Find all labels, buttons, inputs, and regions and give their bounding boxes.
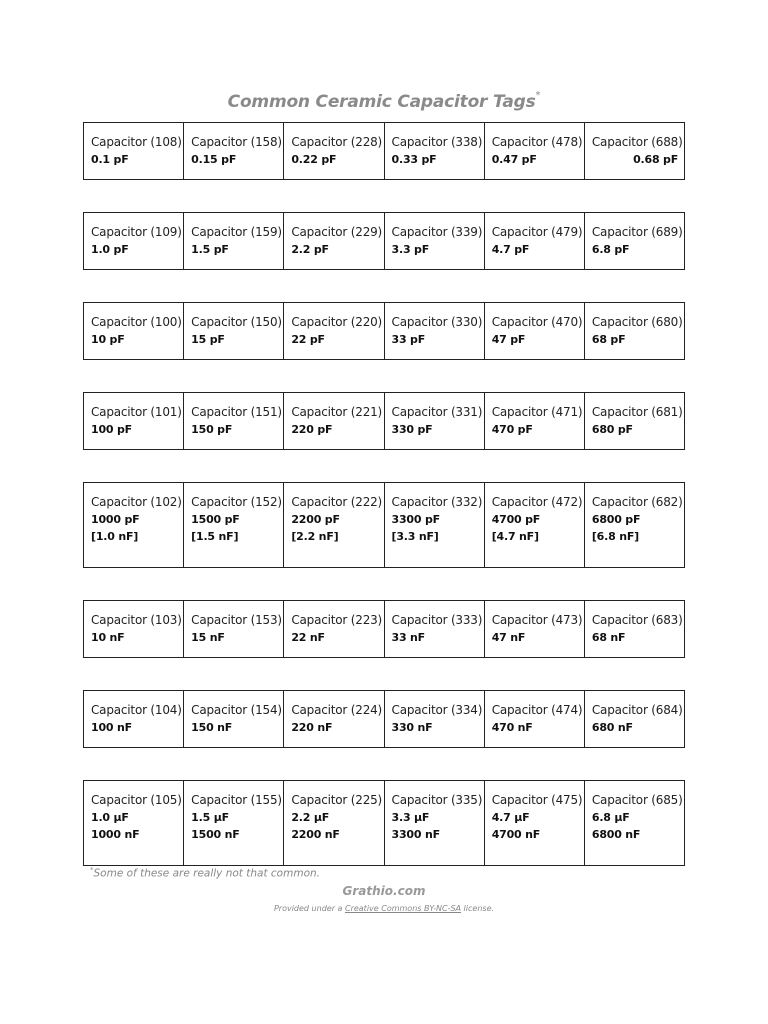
tag-row-0	[83, 122, 685, 180]
capacitor-tag	[84, 691, 184, 747]
capacitor-tag	[385, 213, 485, 269]
capacitor-code: Capacitor (683)	[591, 613, 683, 627]
capacitor-code: Capacitor (158)	[191, 135, 282, 149]
capacitor-tag	[385, 123, 485, 179]
footnote-text: Some of these are really not that common.	[93, 867, 320, 880]
capacitor-tag	[284, 601, 384, 657]
capacitance-value: 150 nF	[191, 721, 233, 734]
capacitance-value: 6800 nF	[591, 828, 641, 841]
capacitor-tag	[385, 393, 485, 449]
capacitor-code: Capacitor (109)	[91, 225, 182, 239]
capacitor-tag	[485, 303, 585, 359]
capacitor-tag	[184, 483, 284, 567]
capacitor-code: Capacitor (229)	[291, 225, 383, 239]
capacitor-tag	[284, 393, 384, 449]
capacitor-code: Capacitor (479)	[491, 225, 583, 239]
capacitor-code: Capacitor (689)	[591, 225, 683, 239]
capacitor-tag	[585, 303, 685, 359]
capacitor-code: Capacitor (478)	[491, 135, 583, 149]
capacitance-value: 33 nF	[391, 631, 425, 644]
capacitor-code: Capacitor (684)	[591, 703, 683, 717]
tag-row-1	[83, 212, 685, 270]
capacitance-value: [3.3 nF]	[391, 530, 439, 543]
capacitance-value: 1000 nF	[91, 828, 140, 841]
capacitor-tag	[284, 691, 384, 747]
capacitance-value: 4.7 pF	[491, 243, 530, 256]
capacitor-code: Capacitor (332)	[391, 495, 483, 509]
capacitor-code: Capacitor (101)	[91, 405, 182, 419]
capacitance-value: 680 pF	[591, 423, 633, 436]
capacitance-value: [6.8 nF]	[591, 530, 639, 543]
capacitor-tag	[84, 213, 184, 269]
license-prefix: Provided under a	[273, 904, 345, 913]
capacitor-tag	[184, 691, 284, 747]
capacitance-value: 1000 pF	[91, 513, 140, 526]
tag-row-7	[83, 780, 685, 866]
capacitance-value: [1.0 nF]	[91, 530, 139, 543]
capacitor-tag	[84, 483, 184, 567]
capacitor-code: Capacitor (339)	[391, 225, 483, 239]
capacitance-value: 10 pF	[91, 333, 125, 346]
capacitance-value: 0.33 pF	[391, 153, 437, 166]
capacitor-tag	[284, 483, 384, 567]
capacitor-code: Capacitor (334)	[391, 703, 483, 717]
capacitance-value: 6800 pF	[591, 513, 641, 526]
capacitor-code: Capacitor (471)	[491, 405, 583, 419]
capacitance-value: 0.1 pF	[91, 153, 129, 166]
license-link[interactable]: Creative Commons BY-NC-SA	[344, 904, 462, 913]
capacitance-value: 3.3 µF	[391, 811, 430, 824]
capacitor-code: Capacitor (688)	[591, 135, 683, 149]
capacitor-tag	[84, 303, 184, 359]
capacitor-tag	[585, 691, 685, 747]
capacitance-value: 2.2 pF	[291, 243, 329, 256]
capacitor-tag	[585, 601, 685, 657]
capacitance-value: 330 pF	[391, 423, 433, 436]
capacitor-tag	[385, 781, 485, 865]
capacitor-tag	[284, 781, 384, 865]
capacitor-code: Capacitor (681)	[591, 405, 683, 419]
capacitor-code: Capacitor (151)	[191, 405, 282, 419]
capacitance-value: 0.47 pF	[491, 153, 537, 166]
capacitor-tag	[84, 601, 184, 657]
capacitor-code: Capacitor (108)	[91, 135, 182, 149]
capacitor-tag	[184, 303, 284, 359]
capacitor-code: Capacitor (470)	[491, 315, 583, 329]
capacitor-tag	[485, 393, 585, 449]
capacitance-value: 330 nF	[391, 721, 433, 734]
capacitance-value: [4.7 nF]	[491, 530, 539, 543]
capacitor-code: Capacitor (100)	[91, 315, 182, 329]
capacitance-value: 1.0 pF	[91, 243, 129, 256]
capacitance-value: 4700 nF	[491, 828, 541, 841]
capacitance-value: 1.5 µF	[191, 811, 229, 824]
capacitance-value: 150 pF	[191, 423, 233, 436]
capacitor-tag	[485, 691, 585, 747]
capacitor-tag	[84, 393, 184, 449]
capacitor-code: Capacitor (153)	[191, 613, 282, 627]
tag-row-4	[83, 482, 685, 568]
capacitor-tag	[284, 213, 384, 269]
capacitance-value: 15 pF	[191, 333, 225, 346]
capacitance-value: 3.3 pF	[391, 243, 430, 256]
capacitance-value: 10 nF	[91, 631, 125, 644]
capacitor-code: Capacitor (152)	[191, 495, 282, 509]
footnote	[90, 866, 320, 880]
capacitance-value: 680 nF	[591, 721, 633, 734]
capacitance-value: 2200 pF	[291, 513, 340, 526]
capacitance-value: 1.5 pF	[191, 243, 229, 256]
capacitor-tag	[385, 303, 485, 359]
capacitance-value: 0.15 pF	[191, 153, 237, 166]
capacitance-value: [2.2 nF]	[291, 530, 339, 543]
capacitor-code: Capacitor (104)	[91, 703, 182, 717]
capacitance-value: 220 pF	[291, 423, 333, 436]
capacitor-code: Capacitor (472)	[491, 495, 583, 509]
capacitance-value: 1500 nF	[191, 828, 240, 841]
capacitance-value: 100 pF	[91, 423, 132, 436]
capacitor-tag	[184, 781, 284, 865]
tag-row-6	[83, 690, 685, 748]
capacitor-code: Capacitor (331)	[391, 405, 483, 419]
capacitance-value: 470 nF	[491, 721, 533, 734]
brand-name: Grathio.com	[342, 884, 426, 898]
capacitor-code: Capacitor (105)	[91, 793, 182, 807]
capacitance-value: 68 pF	[591, 333, 626, 346]
footnote-mark: *	[90, 866, 94, 874]
capacitor-code: Capacitor (474)	[491, 703, 583, 717]
capacitance-value: [1.5 nF]	[191, 530, 239, 543]
capacitor-code: Capacitor (224)	[291, 703, 383, 717]
capacitor-code: Capacitor (475)	[491, 793, 583, 807]
license-line	[0, 904, 768, 913]
capacitor-code: Capacitor (338)	[391, 135, 483, 149]
capacitance-value: 22 pF	[291, 333, 325, 346]
capacitor-code: Capacitor (103)	[91, 613, 182, 627]
capacitance-value: 0.68 pF	[633, 153, 679, 166]
capacitor-tag	[585, 483, 685, 567]
capacitance-value: 3300 nF	[391, 828, 440, 841]
capacitor-tag	[485, 601, 585, 657]
capacitor-code: Capacitor (154)	[191, 703, 282, 717]
capacitor-tag	[84, 781, 184, 865]
capacitance-value: 22 nF	[291, 631, 325, 644]
capacitor-code: Capacitor (223)	[291, 613, 383, 627]
capacitor-tag	[284, 303, 384, 359]
capacitor-tag	[284, 123, 384, 179]
tag-row-5	[83, 600, 685, 658]
capacitor-code: Capacitor (159)	[191, 225, 282, 239]
capacitor-code: Capacitor (225)	[291, 793, 383, 807]
capacitor-code: Capacitor (680)	[591, 315, 683, 329]
capacitance-value: 100 nF	[91, 721, 132, 734]
capacitance-value: 15 nF	[191, 631, 225, 644]
capacitor-code: Capacitor (221)	[291, 405, 383, 419]
capacitor-tag	[485, 483, 585, 567]
capacitance-value: 6.8 µF	[591, 811, 630, 824]
tag-row-3	[83, 392, 685, 450]
capacitance-value: 1500 pF	[191, 513, 240, 526]
capacitance-value: 33 pF	[391, 333, 426, 346]
title-text: Common Ceramic Capacitor Tags	[227, 92, 536, 112]
capacitor-code: Capacitor (333)	[391, 613, 483, 627]
capacitor-tag	[585, 393, 685, 449]
capacitance-value: 220 nF	[291, 721, 333, 734]
capacitance-value: 47 nF	[491, 631, 526, 644]
capacitor-code: Capacitor (473)	[491, 613, 583, 627]
capacitance-value: 68 nF	[591, 631, 626, 644]
capacitor-code: Capacitor (330)	[391, 315, 483, 329]
capacitor-tag	[385, 691, 485, 747]
capacitance-value: 4700 pF	[491, 513, 541, 526]
capacitance-value: 47 pF	[491, 333, 526, 346]
capacitor-tag	[184, 123, 284, 179]
title-footnote-mark: *	[535, 90, 541, 102]
capacitor-code: Capacitor (682)	[591, 495, 683, 509]
capacitance-value: 1.0 µF	[91, 811, 129, 824]
capacitance-value: 3300 pF	[391, 513, 440, 526]
capacitance-value: 2.2 µF	[291, 811, 330, 824]
capacitor-code: Capacitor (685)	[591, 793, 683, 807]
capacitor-code: Capacitor (150)	[191, 315, 282, 329]
capacitor-code: Capacitor (222)	[291, 495, 383, 509]
capacitor-tag	[385, 483, 485, 567]
page-title	[0, 92, 768, 112]
capacitor-tag	[385, 601, 485, 657]
capacitor-tag	[485, 123, 585, 179]
capacitance-value: 4.7 µF	[491, 811, 530, 824]
capacitor-tag	[184, 393, 284, 449]
capacitor-tag	[84, 123, 184, 179]
capacitor-code: Capacitor (228)	[291, 135, 383, 149]
capacitance-value: 6.8 pF	[591, 243, 630, 256]
capacitor-tag	[184, 601, 284, 657]
capacitor-code: Capacitor (220)	[291, 315, 383, 329]
capacitor-code: Capacitor (335)	[391, 793, 483, 807]
capacitance-value: 470 pF	[491, 423, 533, 436]
capacitor-tag	[485, 781, 585, 865]
capacitor-tag	[585, 123, 685, 179]
capacitance-value: 0.22 pF	[291, 153, 337, 166]
capacitor-tag	[184, 213, 284, 269]
capacitor-tag	[485, 213, 585, 269]
capacitor-code: Capacitor (155)	[191, 793, 282, 807]
license-suffix: license.	[461, 904, 495, 913]
capacitance-value: 2200 nF	[291, 828, 340, 841]
capacitor-tag	[585, 213, 685, 269]
capacitor-tag	[585, 781, 685, 865]
tag-row-2	[83, 302, 685, 360]
capacitor-code: Capacitor (102)	[91, 495, 182, 509]
